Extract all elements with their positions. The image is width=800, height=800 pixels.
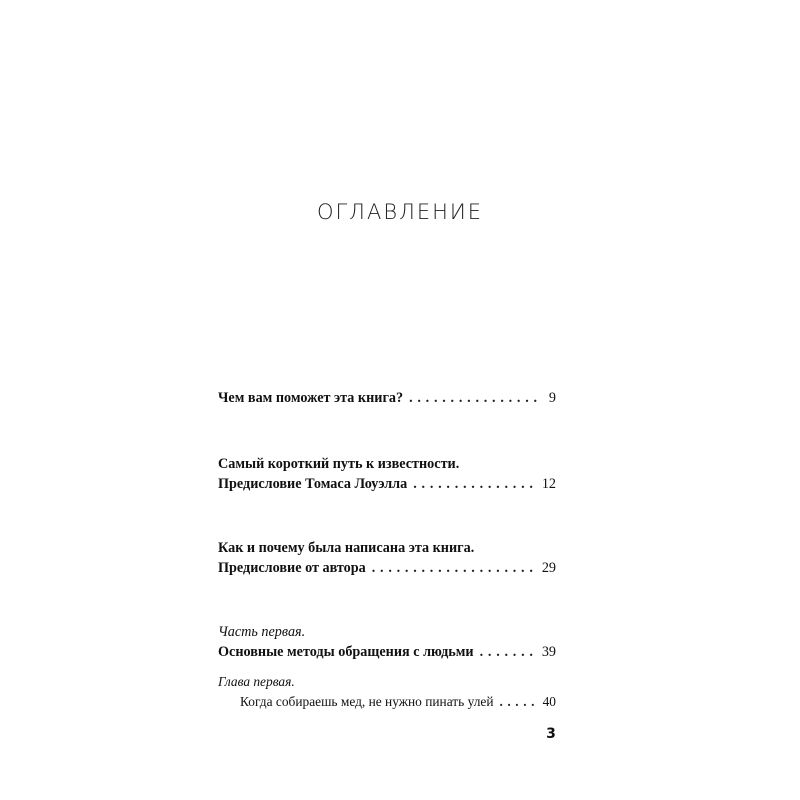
dot-leader xyxy=(409,388,538,408)
part-label: Часть первая. xyxy=(218,624,306,640)
toc-entry-title: Чем вам поможет эта книга? xyxy=(218,390,404,406)
toc-page-number: 9 xyxy=(548,390,556,406)
toc-entry-1[interactable] xyxy=(218,388,556,408)
dot-leader xyxy=(480,642,538,662)
toc-entry-title: Основные методы обращения с людьми xyxy=(218,644,474,660)
toc-entry-5[interactable] xyxy=(218,672,556,712)
toc-page-number: 39 xyxy=(541,644,556,660)
toc-page-number: 12 xyxy=(541,476,556,492)
toc-page-number: 40 xyxy=(542,694,556,709)
page-title: ОГЛАВЛЕНИЕ xyxy=(316,200,484,224)
toc-entry-title-line1: Самый короткий путь к известности. xyxy=(218,456,460,472)
chapter-label: Глава первая. xyxy=(218,674,295,689)
toc-entry-title-line1: Как и почему была написана эта книга. xyxy=(218,540,475,556)
dot-leader xyxy=(413,474,538,494)
toc-page-number: 29 xyxy=(541,560,556,576)
toc-entry-title-line2: Предисловие от автора xyxy=(218,560,366,576)
toc-entry-2[interactable] xyxy=(218,454,556,494)
dot-leader xyxy=(500,692,538,712)
toc-entry-4[interactable] xyxy=(218,622,556,662)
page-number: 3 xyxy=(546,726,556,742)
toc-entry-3[interactable] xyxy=(218,538,556,578)
toc-entry-title-line2: Предисловие Томаса Лоуэлла xyxy=(218,476,408,492)
toc-entry-title: Когда собираешь мед, не нужно пинать улей xyxy=(240,694,494,709)
dot-leader xyxy=(372,558,538,578)
